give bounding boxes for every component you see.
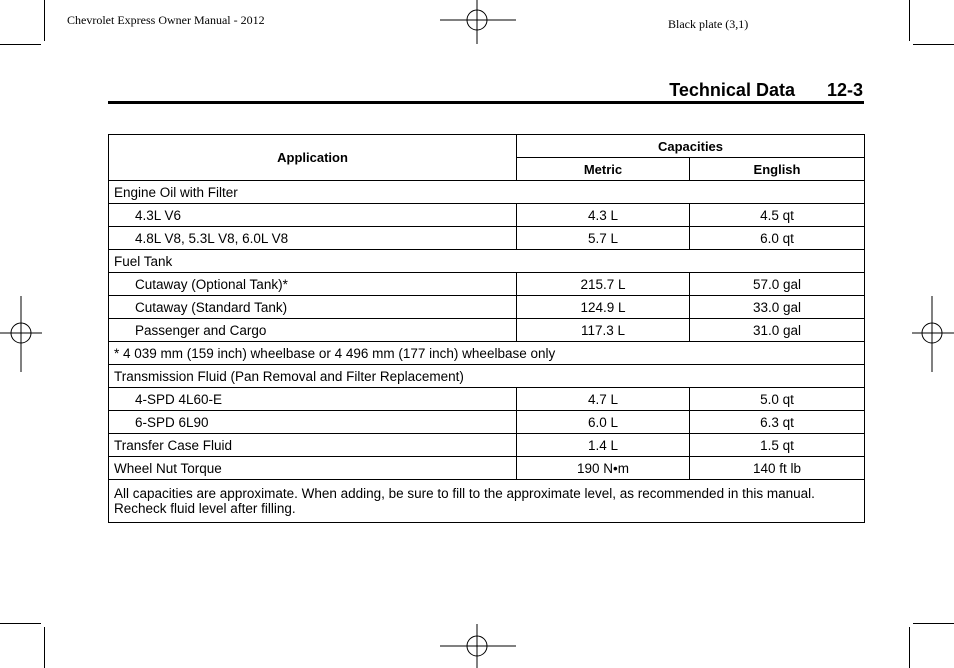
- table-row: [109, 365, 865, 388]
- table-row: [109, 434, 865, 457]
- metric-cell: 5.7 L: [517, 227, 690, 250]
- english-cell: 33.0 gal: [690, 296, 865, 319]
- application-cell: Wheel Nut Torque: [109, 457, 517, 480]
- manual-title: Chevrolet Express Owner Manual - 2012: [67, 13, 265, 27]
- table-row: [109, 181, 865, 204]
- crop-mark-top-left-v: [44, 0, 45, 41]
- english-cell: 57.0 gal: [690, 273, 865, 296]
- application-cell: Passenger and Cargo: [109, 319, 517, 342]
- header-english: English: [690, 158, 865, 181]
- crop-mark-bottom-right-h: [913, 623, 954, 624]
- application-cell: Cutaway (Standard Tank): [109, 296, 517, 319]
- table-body: [109, 181, 865, 480]
- registration-mark-icon: [0, 296, 42, 372]
- section-heading: [669, 80, 863, 101]
- header-application: Application: [109, 135, 517, 181]
- crop-mark-top-right-v: [909, 0, 910, 41]
- crop-mark-bottom-left-h: [0, 623, 41, 624]
- registration-mark-icon: [440, 0, 516, 46]
- application-cell: 4.8L V8, 5.3L V8, 6.0L V8: [109, 227, 517, 250]
- application-cell: 4-SPD 4L60-E: [109, 388, 517, 411]
- english-cell: 140 ft lb: [690, 457, 865, 480]
- metric-cell: 190 N•m: [517, 457, 690, 480]
- application-cell: Transfer Case Fluid: [109, 434, 517, 457]
- plate-info: Black plate (3,1): [668, 17, 749, 31]
- application-cell: Cutaway (Optional Tank)*: [109, 273, 517, 296]
- application-cell: 6-SPD 6L90: [109, 411, 517, 434]
- english-cell: 31.0 gal: [690, 319, 865, 342]
- metric-cell: 1.4 L: [517, 434, 690, 457]
- application-cell: 4.3L V6: [109, 204, 517, 227]
- table-row: [109, 250, 865, 273]
- table-row: [109, 319, 865, 342]
- metric-cell: 6.0 L: [517, 411, 690, 434]
- table-row: [109, 411, 865, 434]
- english-cell: 1.5 qt: [690, 434, 865, 457]
- english-cell: 4.5 qt: [690, 204, 865, 227]
- table-row: [109, 273, 865, 296]
- metric-cell: 4.3 L: [517, 204, 690, 227]
- table-note: * 4 039 mm (159 inch) wheelbase or 4 496 mm (177 inch) wheelbase only: [109, 342, 865, 365]
- crop-mark-top-left-h: [0, 44, 41, 45]
- table-row: [109, 342, 865, 365]
- header-metric: Metric: [517, 158, 690, 181]
- footnote-row: [109, 480, 865, 523]
- crop-mark-bottom-left-v: [44, 627, 45, 668]
- group-label: Fuel Tank: [109, 250, 865, 273]
- table-row: [109, 296, 865, 319]
- crop-mark-bottom-right-v: [909, 627, 910, 668]
- section-title: Technical Data: [669, 80, 795, 100]
- metric-cell: 215.7 L: [517, 273, 690, 296]
- table-row: [109, 227, 865, 250]
- registration-mark-icon: [912, 296, 954, 372]
- capacities-footnote: All capacities are approximate. When adding, be sure to fill to the approximate level, as recommended in this manual. Recheck fluid level after filling.: [109, 480, 865, 523]
- table-row: [109, 204, 865, 227]
- metric-cell: 4.7 L: [517, 388, 690, 411]
- capacities-table: [108, 134, 865, 523]
- english-cell: 6.3 qt: [690, 411, 865, 434]
- registration-mark-icon: [440, 624, 516, 668]
- table-row: [109, 457, 865, 480]
- metric-cell: 124.9 L: [517, 296, 690, 319]
- crop-mark-top-right-h: [913, 44, 954, 45]
- table-header-row: [109, 135, 865, 158]
- english-cell: 6.0 qt: [690, 227, 865, 250]
- metric-cell: 117.3 L: [517, 319, 690, 342]
- group-label: Transmission Fluid (Pan Removal and Filter Replacement): [109, 365, 865, 388]
- page-number: 12-3: [826, 80, 863, 100]
- group-label: Engine Oil with Filter: [109, 181, 865, 204]
- english-cell: 5.0 qt: [690, 388, 865, 411]
- heading-rule: [108, 101, 864, 104]
- table-row: [109, 388, 865, 411]
- header-capacities: Capacities: [517, 135, 865, 158]
